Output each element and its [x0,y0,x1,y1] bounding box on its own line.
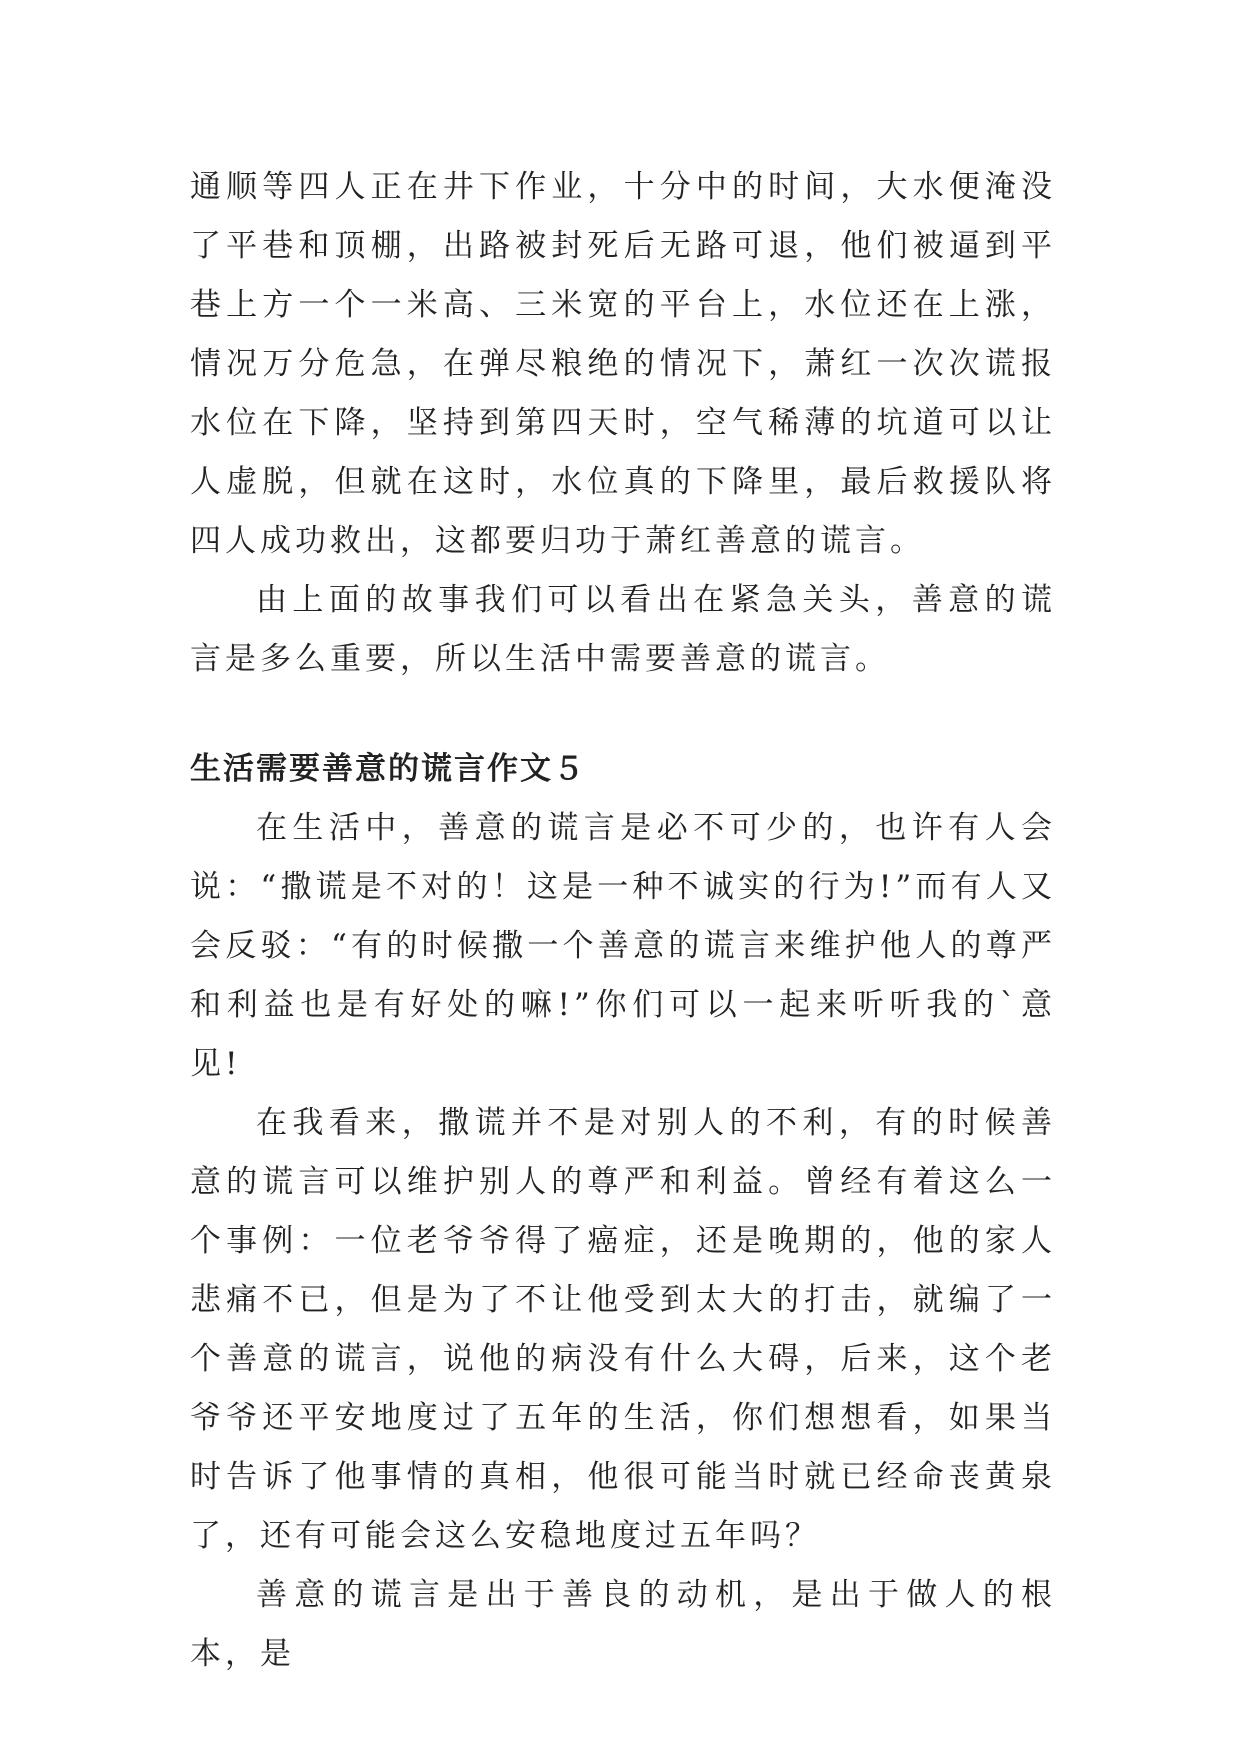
paragraph-motive: 善意的谎言是出于善良的动机，是出于做人的根本，是 [190,1577,1056,1672]
document-page [190,158,1056,1684]
section-title: 生活需要善意的谎言作文５ [190,751,586,787]
paragraph-example: 在我看来，撒谎并不是对别人的不利，有的时候善意的谎言可以维护别人的尊严和利益。曾经有着这么一个事例：一位老爷爷得了癌症，还是晚期的，他的家人悲痛不已，但是为了不让他受到太大的打击，就编了一个善意的谎言，说他的病没有什么大碍，后来，这个老爷爷还平安地度过了五年的生活，你们想想看，如果当时告诉了他事情的真相，他很可能当时就已经命丧黄泉了，还有可能会这么安稳地度过五年吗？ [190,1105,1056,1554]
paragraph-story-conclusion: 由上面的故事我们可以看出在紧急关头，善意的谎言是多么重要，所以生活中需要善意的谎言。 [190,582,1056,677]
paragraph-continued-story: 通顺等四人正在井下作业，十分中的时间，大水便淹没了平巷和顶棚，出路被封死后无路可退，他们被逼到平巷上方一个一米高、三米宽的平台上，水位还在上涨，情况万分危急，在弹尽粮绝的情况下，萧红一次次谎报水位在下降，坚持到第四天时，空气稀薄的坑道可以让人虚脱，但就在这时，水位真的下降里，最后救援队将四人成功救出，这都要归功于萧红善意的谎言。 [190,169,1056,559]
paragraph-intro: 在生活中，善意的谎言是必不可少的，也许有人会说：“撒谎是不对的！这是一种不诚实的行为!”而有人又会反驳：“有的时候撒一个善意的谎言来维护他人的尊严和利益也是有好处的嘛!”你们可以一起来听听我的`意见! [190,810,1056,1082]
